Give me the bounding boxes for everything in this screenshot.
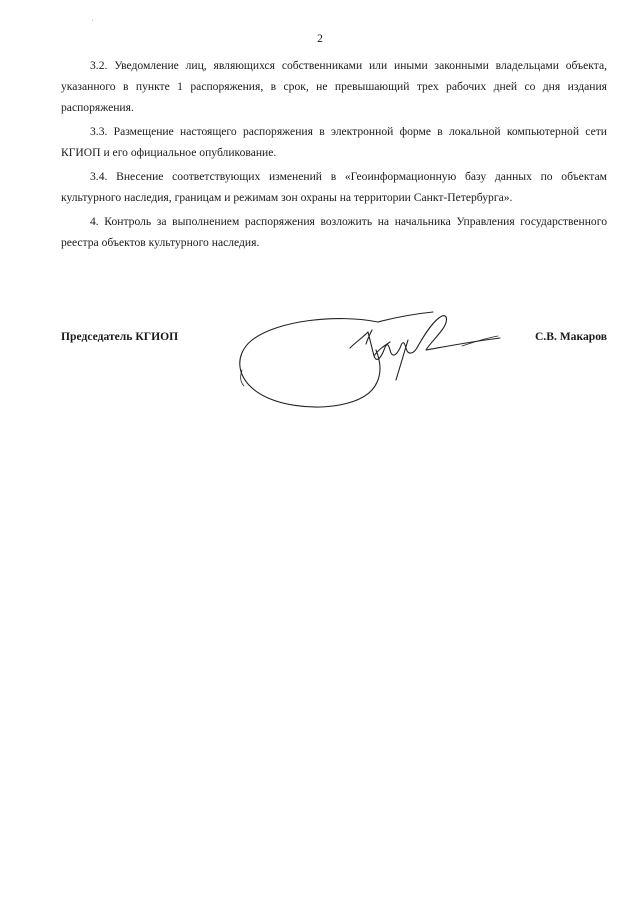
handwritten-signature (228, 302, 518, 414)
paragraph-3-3: 3.3. Размещение настоящего распоряжения в электронной форме в локальной компьютерной сети КГИОП и его официальное опубликование. (61, 125, 607, 160)
signature-row (61, 330, 607, 350)
paragraph-4: 4. Контроль за выполнением распоряжения возложить на начальника Управления государственного реестра объектов культурного наследия. (61, 214, 607, 249)
page-number: 2 (317, 33, 323, 45)
signatory-position: Председатель КГИОП (61, 330, 179, 343)
paragraph-3-2: 3.2. Уведомление лиц, являющихся собственниками или иными законными владельцами объекта, указанного в пункте 1 распоряжения, в срок, не превышающий трех рабочих дней со дня издания распоряжения. (61, 59, 607, 115)
document-body (61, 55, 607, 255)
signatory-name: С.В. Макаров (534, 330, 607, 343)
paragraph-3-4: 3.4. Внесение соответствующих изменений в «Геоинформационную базу данных по объектам культурного наследия, границам и режимам зон охраны на территории Санкт-Петербурга». (61, 169, 607, 204)
scan-speck (92, 20, 93, 21)
